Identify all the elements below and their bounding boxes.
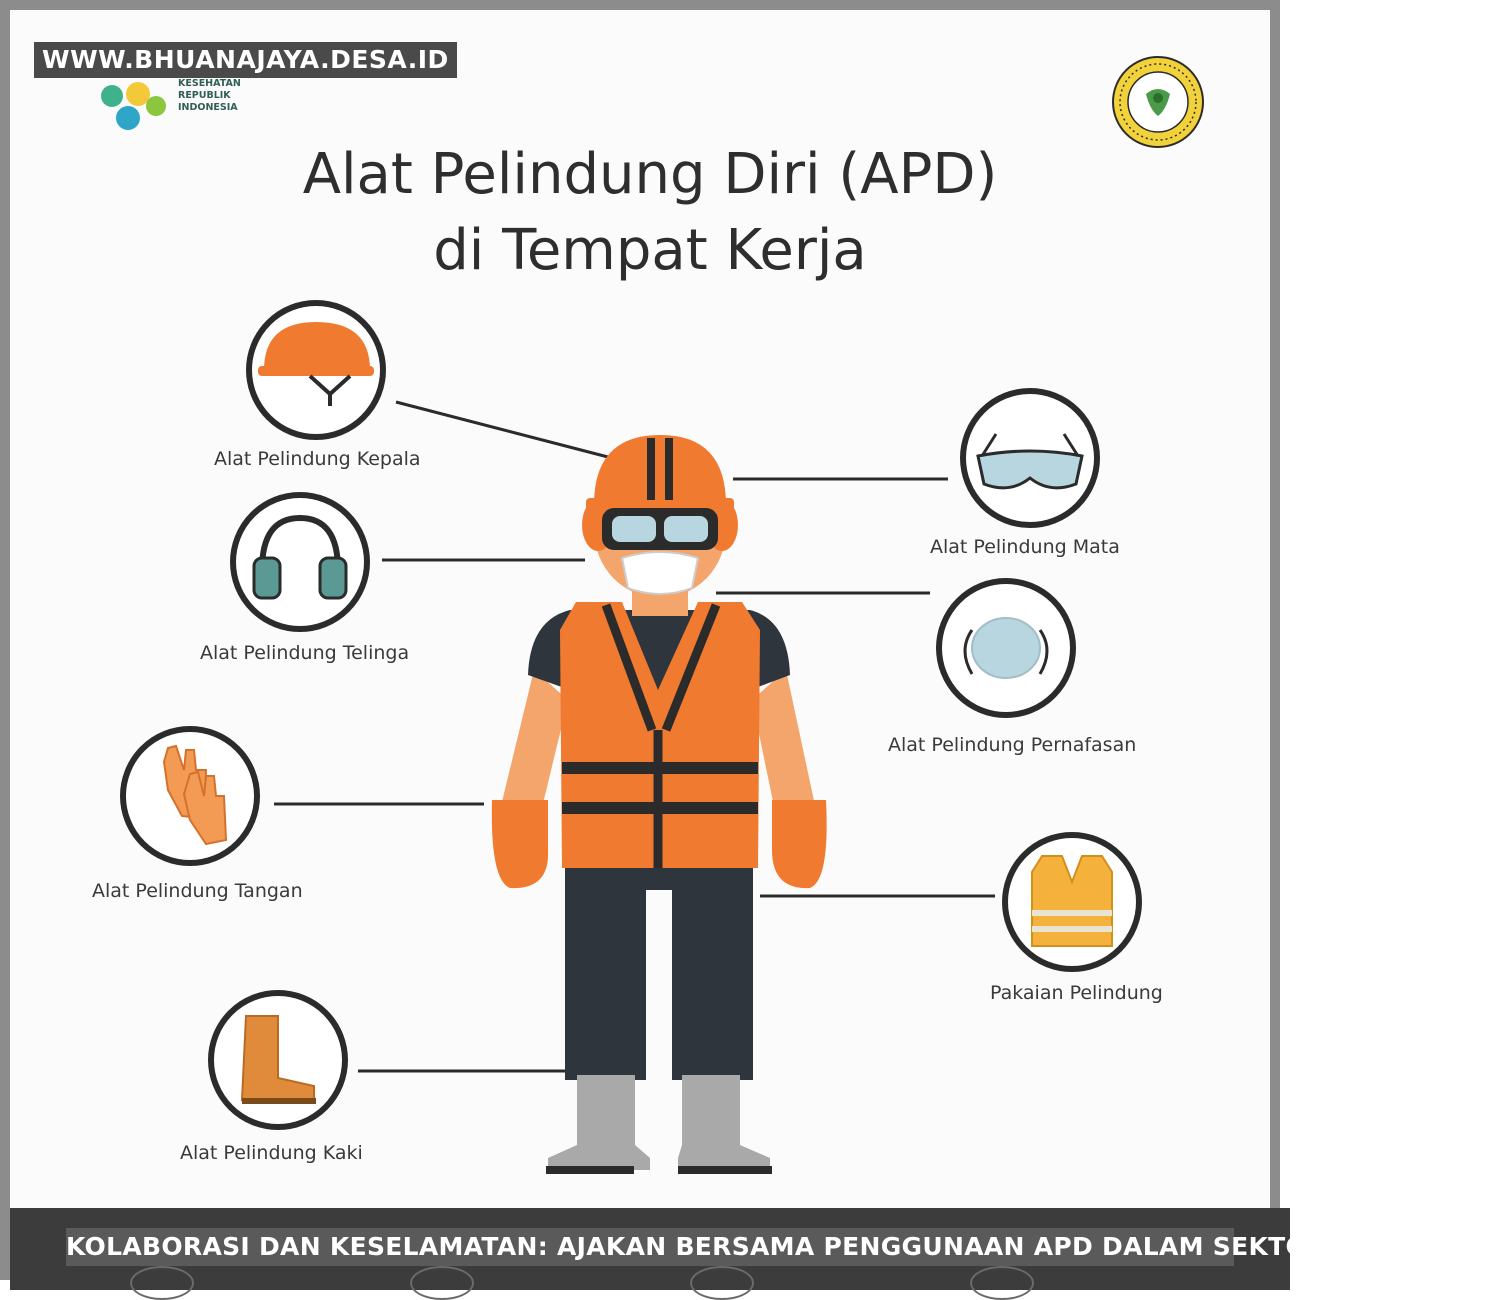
label-alat-pelindung-tangan: Alat Pelindung Tangan	[92, 880, 303, 902]
band-decoration	[970, 1266, 1034, 1300]
band-decoration	[690, 1266, 754, 1300]
label-pakaian-pelindung: Pakaian Pelindung	[990, 982, 1163, 1004]
label-alat-pelindung-pernafasan: Alat Pelindung Pernafasan	[888, 734, 1137, 756]
kemenkes-logo-text: KESEHATAN REPUBLIK INDONESIA	[178, 78, 241, 113]
caption-banner: KOLABORASI DAN KESELAMATAN: AJAKAN BERSAMA PENGGUNAAN APD DALAM SEKTOR PERTANIAN	[66, 1228, 1234, 1266]
site-watermark: WWW.BHUANAJAYA.DESA.ID	[34, 42, 457, 78]
label-alat-pelindung-kepala: Alat Pelindung Kepala	[214, 448, 421, 470]
page-title-line-2: di Tempat Kerja	[433, 218, 867, 283]
worker-figure	[492, 435, 827, 1174]
label-alat-pelindung-telinga: Alat Pelindung Telinga	[200, 642, 410, 664]
band-decoration	[130, 1266, 194, 1300]
page-title-line-1: Alat Pelindung Diri (APD)	[302, 142, 998, 207]
label-alat-pelindung-mata: Alat Pelindung Mata	[930, 536, 1120, 558]
band-decoration	[410, 1266, 474, 1300]
apd-illustration	[10, 10, 1290, 1210]
label-alat-pelindung-kaki: Alat Pelindung Kaki	[180, 1142, 363, 1164]
